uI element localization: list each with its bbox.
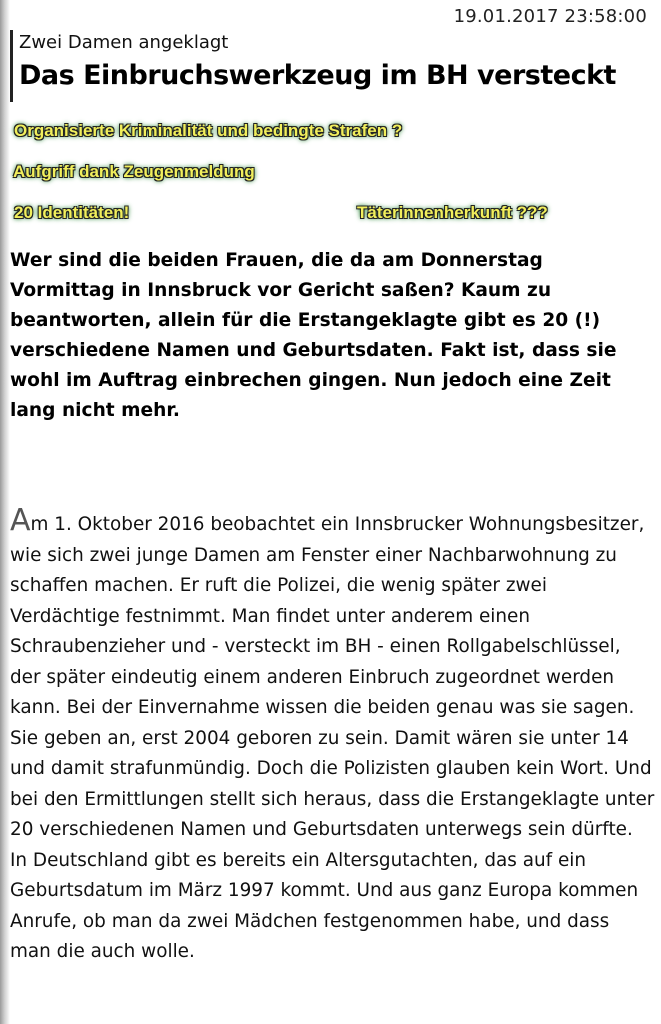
article-body [10,503,655,968]
drop-cap: A [10,503,31,538]
article-header [10,30,653,102]
kicker: Zwei Damen angeklagt [19,32,229,53]
lead-paragraph: Wer sind die beiden Frauen, die da am Donnerstag Vormittag in Innsbruck vor Gericht saßen? Kaum zu beantworten, allein für die Erstangeklagte gibt es 20 (!) verschiedene Namen und Geburtsdaten. Fakt ist, dass sie wohl im Auftrag einbrechen gingen. Nun jedoch eine Zeit lang nicht mehr. [10,250,617,421]
highlight-note: Aufgriff dank Zeugenmeldung [13,162,255,181]
timestamp: 19.01.2017 23:58:00 [453,6,647,27]
highlight-note: 20 Identitäten! [14,203,130,222]
page-edge-shadow [0,0,10,1024]
article-text: m 1. Oktober 2016 beobachtet ein Innsbrucker Wohnungsbesitzer, wie sich zwei junge Damen am Fenster einer Nachbarwohnung zu schaffen machen. Er ruft die Polizei, die wenig später zwei Verdächtige festnimmt. Man findet unter anderem einen Schraubenzieher und - versteckt im BH - einen Rollgabelschlüssel, der später eindeutig einem anderen Einbruch zugeordnet werden kann. Bei der Einvernahme wissen die beiden genau was sie sagen. Sie geben an, erst 2004 geboren zu sein. Damit wären sie unter 14 und damit strafunmündig. Doch die Polizisten glauben kein Wort. Und bei den Ermittlungen stellt sich heraus, dass die Erstangeklagte unter 20 verschiedenen Namen und Geburtsdaten unterwegs sein dürfte. In Deutschland gibt es bereits ein Altersgutachten, das auf ein Geburtsdatum im März 1997 kommt. Und aus ganz Europa kommen Anrufe, ob man da zwei Mädchen festgenommen habe, und dass man die auch wolle. [10,514,655,962]
highlight-note: Täterinnenherkunft ??? [357,203,548,222]
highlight-note: Organisierte Kriminalität und bedingte Strafen ? [14,121,403,140]
headline: Das Einbruchswerkzeug im BH versteckt [19,60,616,91]
